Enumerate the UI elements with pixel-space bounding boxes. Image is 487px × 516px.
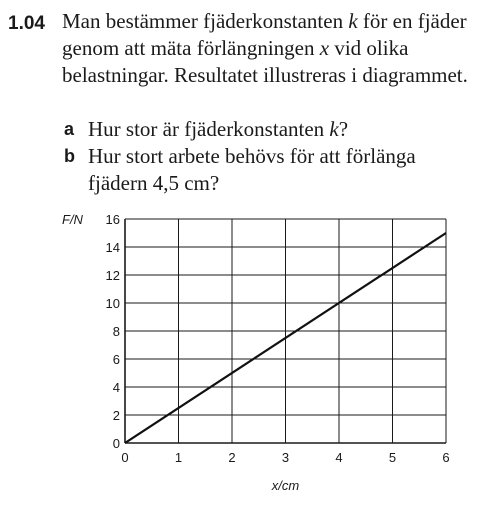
- x-tick-label: 2: [228, 450, 236, 465]
- y-tick-label: 16: [105, 212, 120, 227]
- variable-x: x: [319, 36, 330, 60]
- y-axis-label: F/N: [62, 212, 83, 227]
- y-tick-label: 10: [105, 296, 120, 311]
- question-a-text-2: ?: [338, 117, 349, 141]
- stem-text-1: Man bestämmer fjäderkonstanten: [62, 9, 349, 33]
- y-tick-label: 8: [112, 324, 120, 339]
- x-tick-label: 3: [281, 450, 290, 465]
- x-tick-label: 0: [121, 450, 129, 465]
- y-tick-label: 2: [112, 408, 120, 423]
- stem-text-3: vid olika belastningar. Resultatet illustreras i diagrammet.: [62, 36, 468, 87]
- y-tick-label: 4: [112, 380, 120, 395]
- problem-number: 1.04: [8, 13, 45, 34]
- question-a-letter: a: [64, 119, 75, 139]
- y-tick-label: 14: [105, 240, 120, 255]
- stem-text-2: för en fjäder genom att mäta förlängningen: [62, 9, 467, 60]
- question-b-text: Hur stort arbete behövs för att förlänga fjädern 4,5 cm?: [88, 144, 416, 195]
- x-tick-label: 5: [388, 450, 397, 465]
- x-tick-label: 6: [442, 450, 450, 465]
- variable-k: k: [348, 9, 358, 33]
- y-tick-label: 12: [105, 268, 120, 283]
- y-tick-label: 0: [112, 436, 120, 451]
- question-b-letter: b: [64, 146, 75, 166]
- x-tick-label: 1: [174, 450, 183, 465]
- question-a-variable-k: k: [329, 117, 339, 141]
- x-tick-label: 4: [335, 450, 343, 465]
- x-axis-label: x/cm: [271, 478, 300, 493]
- y-tick-label: 6: [112, 352, 120, 367]
- question-a-text-1: Hur stor är fjäderkonstanten: [88, 117, 330, 141]
